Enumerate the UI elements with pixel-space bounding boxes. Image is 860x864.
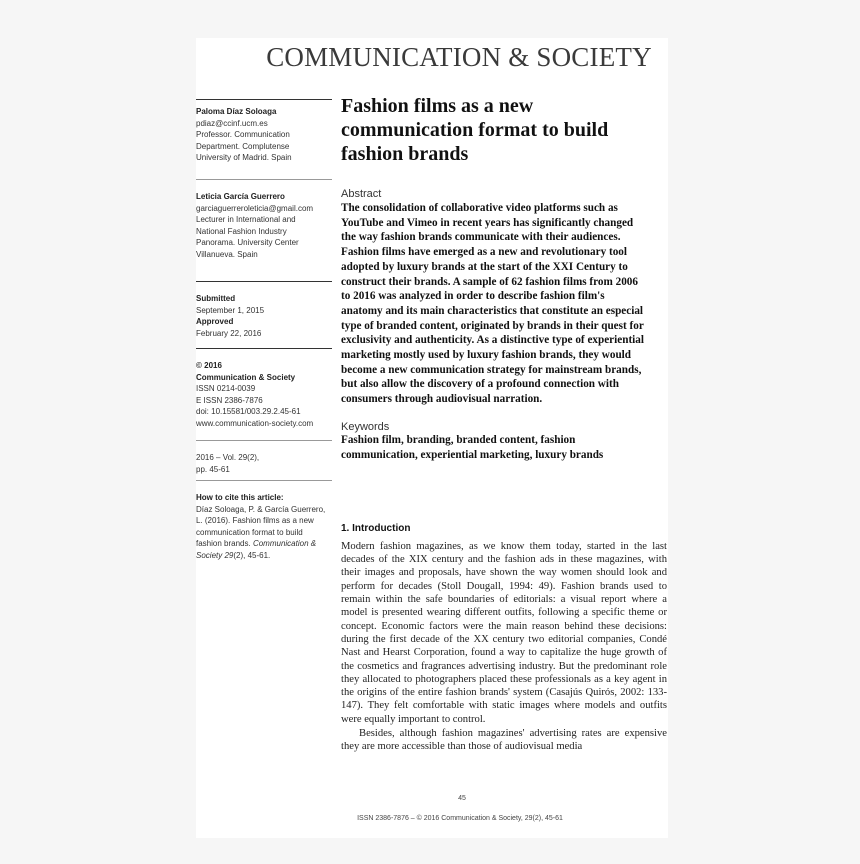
cite-journal-2: Society 29 [196,550,234,560]
cite-tail: (2), 45-61. [233,550,271,560]
abstract-text [341,201,667,407]
cite-line: communication format to build [196,527,303,537]
abstract-line: to 2016 was analyzed in order to describe fashion film's [341,290,605,303]
cite-line-tail [196,550,332,562]
abstract-line: anatomy and its main characteristics that constitute an especial [341,304,644,317]
abstract-line: The consolidation of collaborative video platforms such as [341,202,618,214]
keywords-label: Keywords [341,420,390,433]
keywords-line: communication, experiential marketing, luxury brands [341,448,604,461]
volume-block [196,440,332,474]
cite-block [196,480,332,562]
publisher: Communication & Society [196,372,296,382]
cite-line: fashion brands. [196,539,251,549]
abstract-line: adopted by luxury brands at the start of the XXI Century to [341,260,628,273]
intro-paragraph: Modern fashion magazines, as we know them today, started in the last decades of the XIX century and the fashion ads in these magazines, with their images and proposals, have shown the way women should look and perform for decades (Stoll Dougall, 1994: 49). Fashion brands used to remain within the safe boundaries of editorials: a visual report where a model is presented wearing different outfits, following a specific theme or concept. Economic factors were the main reason behind these decisions: during the first decade of the XX century two editorial companies, Condé Nast and Hearst Corporation, found a way to capitalize the huge growth of the cosmetics and fragrances advertising industry. But the predominant role they allocated to photographers placed these professionals as a key agent in the origins of the entire fashion brands' system (Casajús Quirós, 2002: 133-147). They felt comfortable with static images where models and outfits were equally important to control. [341,540,667,725]
abstract-line: become a new communication strategy for mainstream brands, [341,363,642,376]
journal-title: COMMUNICATION & SOCIETY [266,42,652,72]
abstract-label: Abstract [341,188,382,200]
abstract-line: consumers through audiovisual narration. [341,393,543,406]
author1-email[interactable]: pdiaz@ccinf.ucm.es [196,118,268,128]
dates-block [196,281,332,345]
author1-affiliation-line: University of Madrid. Spain [196,153,292,163]
website-link[interactable]: www.communication-society.com [196,418,314,428]
intro-heading: 1. Introduction [341,522,411,534]
abstract-line: Fashion films have emerged as a new and revolutionary tool [341,246,628,259]
pages-line: pp. 45-61 [196,464,230,474]
abstract-line: marketing mostly used by luxury fashion brands, they would [341,349,631,362]
cite-line-final [196,538,332,550]
abstract-line: the way fashion brands communicate with their audiences. [341,231,621,244]
eissn: E ISSN 2386-7876 [196,395,263,405]
intro-text [341,540,667,754]
volume-line: 2016 – Vol. 29(2), [196,453,260,462]
author2-name: Leticia García Guerrero [196,192,285,201]
submitted-label: Submitted [196,294,236,303]
publication-block [196,348,332,436]
keywords-line: Fashion film, branding, branded content, fashion [341,433,576,446]
keywords-text [341,433,667,463]
author2-block [196,179,332,277]
submitted-date: September 1, 2015 [196,305,265,315]
footer-text: ISSN 2386-7876 – © 2016 Communication & Society, 29(2), 45-61 [357,815,563,822]
author1-affiliation-line: Professor. Communication [196,130,290,140]
copyright: © 2016 [196,361,222,370]
intro-paragraph: Besides, although fashion magazines' advertising rates are expensive they are more accessible than those of audiovisual media [341,728,667,753]
abstract-line: YouTube and Vimeo in recent years has significantly changed [341,216,634,229]
approved-date: February 22, 2016 [196,328,262,338]
abstract-line: exclusivity and authenticity. As a distinctive type of experiential [341,334,644,347]
abstract-line: but also allow the discovery of a profound connection with [341,378,619,391]
page-number: 45 [458,795,466,802]
cite-journal: Communication & [252,539,317,549]
author1-affiliation-line: Department. Complutense [196,141,290,151]
title-line: fashion brands [341,143,469,165]
title-line: Fashion films as a new [341,95,534,117]
sidebar [196,99,332,562]
issn: ISSN 0214-0039 [196,384,256,394]
approved-label: Approved [196,317,234,327]
title-line: communication format to build [341,119,609,141]
doi[interactable]: doi: 10.15581/003.29.2.45-61 [196,407,301,417]
author2-affiliation-line: National Fashion Industry [196,226,287,236]
cite-line: L. (2016). Fashion films as a new [196,516,314,526]
article-title [341,94,667,166]
author2-affiliation-line: Lecturer in International and [196,215,296,225]
cite-line: Díaz Soloaga, P. & García Guerrero, [196,504,326,514]
author2-affiliation-line: Panorama. University Center [196,238,299,248]
cite-label: How to cite this article: [196,493,284,502]
author1-block [196,99,332,176]
abstract-line: type of branded content, originated by brands in their quest for [341,319,644,332]
author1-name: Paloma Díaz Soloaga [196,107,277,116]
author2-affiliation-line: Villanueva. Spain [196,249,258,259]
author2-email[interactable]: garciaguerreroleticia@gmail.com [196,203,314,213]
main-column [341,94,667,754]
abstract-line: construct their brands. A sample of 62 fashion films from 2006 [341,275,638,288]
